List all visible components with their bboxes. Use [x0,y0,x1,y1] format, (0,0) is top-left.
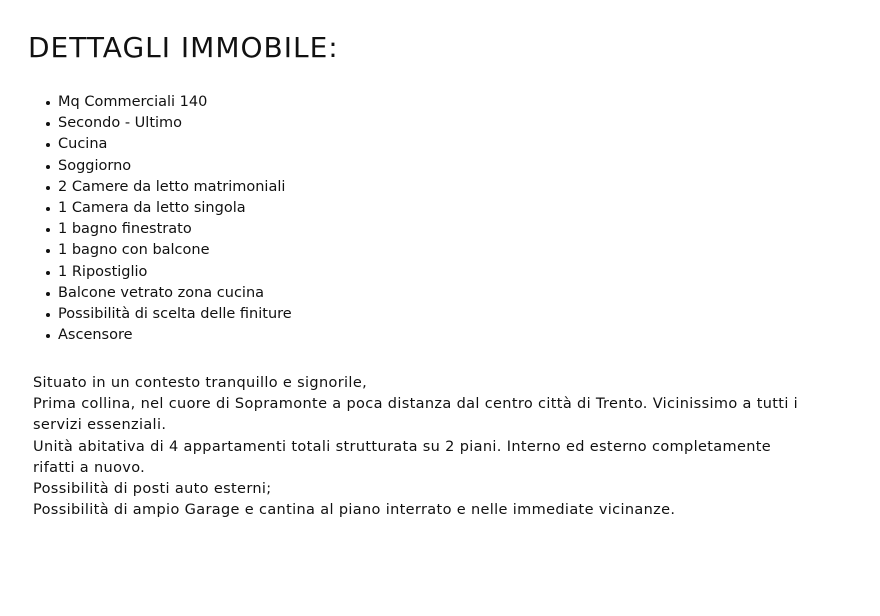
list-item [42,134,292,155]
bullet-icon [46,271,50,275]
description-line: Prima collina, nel cuore di Sopramonte a poca distanza dal centro città di Trento. Vicinissimo a tutti i [33,396,799,413]
bullet-icon [46,122,50,126]
list-item-text: Cucina [58,136,108,153]
bullet-icon [46,313,50,317]
bullet-icon [46,143,50,147]
list-item-text: 1 Camera da letto singola [58,200,246,217]
list-item [42,262,292,283]
list-item-text: Soggiorno [58,157,132,174]
description-line: servizi essenziali. [33,417,167,434]
list-item-text: Balcone vetrato zona cucina [58,284,265,301]
description-line: Possibilità di posti auto esterni; [33,481,272,498]
description-line: Situato in un contesto tranquillo e signorile, [33,375,368,391]
list-item-text: 2 Camere da letto matrimoniali [58,178,286,195]
list-item [42,198,292,219]
bullet-icon [46,165,50,169]
list-item [42,219,292,240]
list-item [42,177,292,198]
description-line: Unità abitativa di 4 appartamenti totali strutturata su 2 piani. Interno ed esterno completamente [33,438,772,455]
list-item-text: Possibilità di scelta delle finiture [58,306,292,323]
description-line: Possibilità di ampio Garage e cantina al piano interrato e nelle immediate vicinanze. [33,502,676,519]
bullet-icon [46,101,50,105]
list-item-text: 1 bagno con balcone [58,242,210,259]
list-item [42,113,292,134]
description-line: rifatti a nuovo. [33,459,146,476]
list-item [42,304,292,325]
list-item-text: Secondo - Ultimo [58,115,183,132]
list-item [42,283,292,304]
features-list [42,92,292,346]
bullet-icon [46,249,50,253]
list-item-text: Ascensore [58,327,133,344]
bullet-icon [46,186,50,190]
list-item [42,92,292,113]
list-item-text: 1 Ripostiglio [58,263,148,280]
list-item-text: 1 bagno finestrato [58,221,192,238]
bullet-icon [46,207,50,211]
list-item [42,325,292,346]
bullet-icon [46,228,50,232]
list-item [42,156,292,177]
list-item [42,240,292,261]
page-title: DETTAGLI IMMOBILE: [28,31,339,64]
bullet-icon [46,292,50,296]
bullet-icon [46,334,50,338]
description-text [33,373,863,521]
list-item-text: Mq Commerciali 140 [58,94,208,110]
